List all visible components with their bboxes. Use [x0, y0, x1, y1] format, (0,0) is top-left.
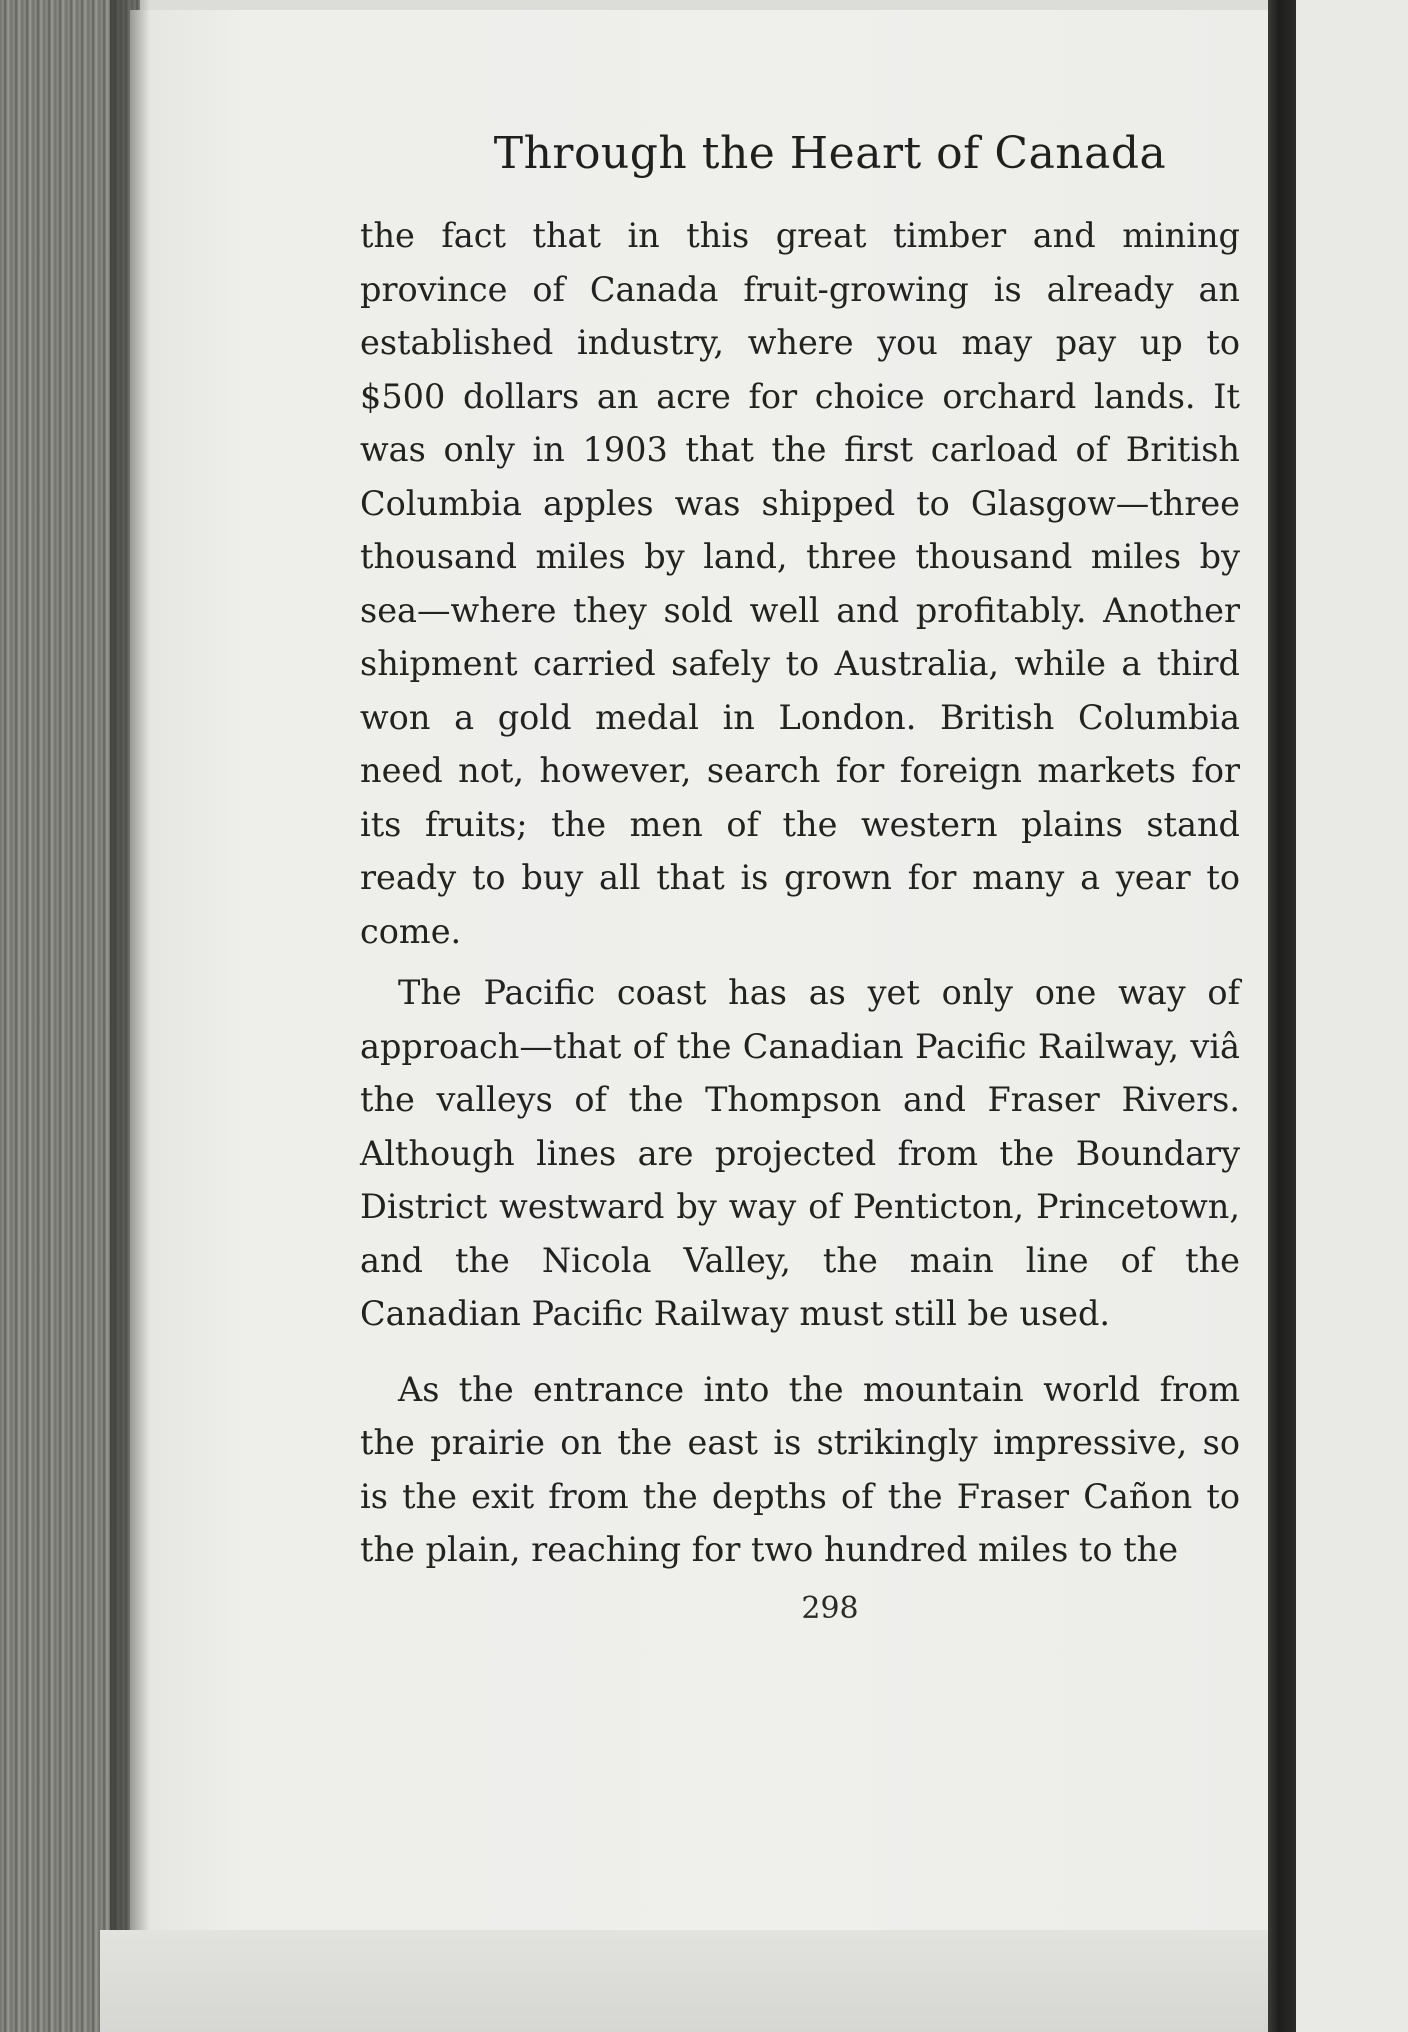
running-head: Through the Heart of Canada — [493, 128, 1167, 179]
paragraph-3: As the entrance into the mountain world from the prairie on the east is strikingly impressive, so is the exit from the depths of the Fraser Cañon to the plain, reaching for two hundred miles to the — [360, 1369, 1240, 1569]
page-edge-shadow — [110, 0, 150, 2032]
facing-page-edge — [1296, 0, 1408, 2032]
binding-gutter — [1268, 0, 1296, 2032]
page-bottom-margin — [100, 1930, 1270, 2032]
page-number: 298 — [801, 1590, 859, 1626]
text-column — [360, 100, 1240, 1626]
paragraph-1: the fact that in this great timber and mining province of Canada fruit-growing is already an established industry, where you may pay up to $500 dollars an acre for choice orchard lands. It was only in 1903 that the first carload of British Columbia apples was shipped to Glasgow—three thousand miles by land, three thousand miles by sea—where they sold well and profitably. Another shipment carried safely to Australia, while a third won a gold medal in London. British Columbia need not, however, search for foreign markets for its fruits; the men of the western plains stand ready to buy all that is grown for many a year to come. — [360, 216, 1240, 951]
paragraph-2: The Pacific coast has as yet only one way of approach—that of the Canadian Pacific Railway, viâ the valleys of the Thompson and Fraser Rivers. Although lines are projected from the Boundary District westward by way of Penticton, Princetown, and the Nicola Valley, the main line of the Canadian Pacific Railway must still be used. — [360, 973, 1240, 1333]
